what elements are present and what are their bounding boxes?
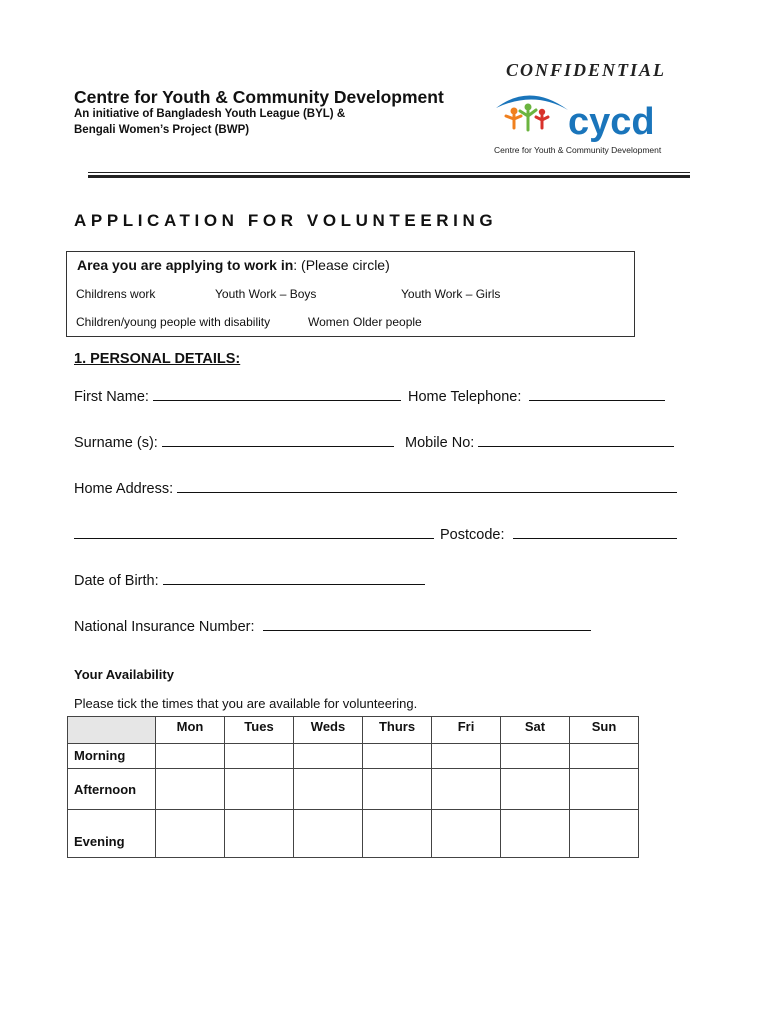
dob-line[interactable] [163,572,425,585]
organisation-subtitle-line1: An initiative of Bangladesh Youth League (BYL) & [74,108,346,120]
area-option-disability[interactable]: Children/young people with disability [76,315,271,329]
mobile-label: Mobile No: [405,435,475,451]
table-corner-cell [68,717,156,744]
personal-details-heading: 1. PERSONAL DETAILS: [74,351,241,367]
cell-evening-weds[interactable] [294,810,363,858]
area-question-bold: Area you are applying to work in [77,257,294,273]
cell-morning-fri[interactable] [432,744,501,769]
address-line-2-field[interactable] [74,526,434,543]
area-option-childrens-work[interactable]: Childrens work [76,287,156,301]
logo-text: cycd [568,101,655,143]
time-label-evening: Evening [68,810,156,858]
postcode-label: Postcode: [440,527,505,543]
cell-evening-sun[interactable] [570,810,639,858]
home-address-label: Home Address: [74,481,174,497]
area-question [77,257,390,273]
surname-line[interactable] [162,434,394,447]
organisation-title: Centre for Youth & Community Development [74,87,444,107]
home-address-field[interactable] [74,480,677,497]
day-header-fri: Fri [432,717,501,744]
ni-number-line[interactable] [263,618,591,631]
day-header-thurs: Thurs [363,717,432,744]
area-option-youth-girls[interactable]: Youth Work – Girls [401,287,501,301]
home-telephone-field[interactable] [408,388,665,405]
table-row [68,810,639,858]
cell-morning-thurs[interactable] [363,744,432,769]
cell-evening-tues[interactable] [225,810,294,858]
home-telephone-label: Home Telephone: [408,389,522,405]
cell-morning-sun[interactable] [570,744,639,769]
cell-afternoon-sun[interactable] [570,769,639,810]
cell-evening-sat[interactable] [501,810,570,858]
home-telephone-line[interactable] [529,388,665,401]
confidential-label: CONFIDENTIAL [506,60,667,80]
cell-afternoon-thurs[interactable] [363,769,432,810]
postcode-line[interactable] [513,526,677,539]
mobile-field[interactable] [405,434,674,451]
header-divider-thick [88,175,690,178]
area-question-rest: : (Please circle) [293,257,390,273]
first-name-line[interactable] [153,388,401,401]
surname-field[interactable] [74,434,394,451]
first-name-field[interactable] [74,388,401,405]
cell-morning-weds[interactable] [294,744,363,769]
cell-morning-tues[interactable] [225,744,294,769]
ni-number-label: National Insurance Number: [74,619,255,635]
cell-evening-thurs[interactable] [363,810,432,858]
time-label-afternoon: Afternoon [68,769,156,810]
area-option-youth-boys[interactable]: Youth Work – Boys [215,287,317,301]
table-row [68,769,639,810]
postcode-field[interactable] [440,526,677,543]
ni-number-field[interactable] [74,618,591,635]
form-title: APPLICATION FOR VOLUNTEERING [74,211,498,230]
header-divider-thin [88,172,690,173]
cell-afternoon-sat[interactable] [501,769,570,810]
time-label-morning: Morning [68,744,156,769]
day-header-tues: Tues [225,717,294,744]
dob-label: Date of Birth: [74,573,159,589]
cell-morning-sat[interactable] [501,744,570,769]
area-option-older-people[interactable]: Older people [353,315,422,329]
mobile-line[interactable] [478,434,674,447]
home-address-line[interactable] [177,480,677,493]
cell-afternoon-fri[interactable] [432,769,501,810]
dob-field[interactable] [74,572,425,589]
cell-evening-mon[interactable] [156,810,225,858]
availability-instruction: Please tick the times that you are available for volunteering. [74,696,418,711]
cell-afternoon-tues[interactable] [225,769,294,810]
availability-title: Your Availability [74,667,174,682]
cell-afternoon-weds[interactable] [294,769,363,810]
cell-morning-mon[interactable] [156,744,225,769]
availability-table [67,716,639,858]
surname-label: Surname (s): [74,435,158,451]
cell-afternoon-mon[interactable] [156,769,225,810]
area-option-women[interactable]: Women [308,315,350,329]
day-header-mon: Mon [156,717,225,744]
availability-header-row [68,717,639,744]
logo-caption: Centre for Youth & Community Development [494,145,662,155]
address-line-2[interactable] [74,526,434,539]
cell-evening-fri[interactable] [432,810,501,858]
first-name-label: First Name: [74,389,149,405]
table-row [68,744,639,769]
day-header-weds: Weds [294,717,363,744]
day-header-sun: Sun [570,717,639,744]
day-header-sat: Sat [501,717,570,744]
organisation-subtitle-line2: Bengali Women’s Project (BWP) [74,124,250,136]
